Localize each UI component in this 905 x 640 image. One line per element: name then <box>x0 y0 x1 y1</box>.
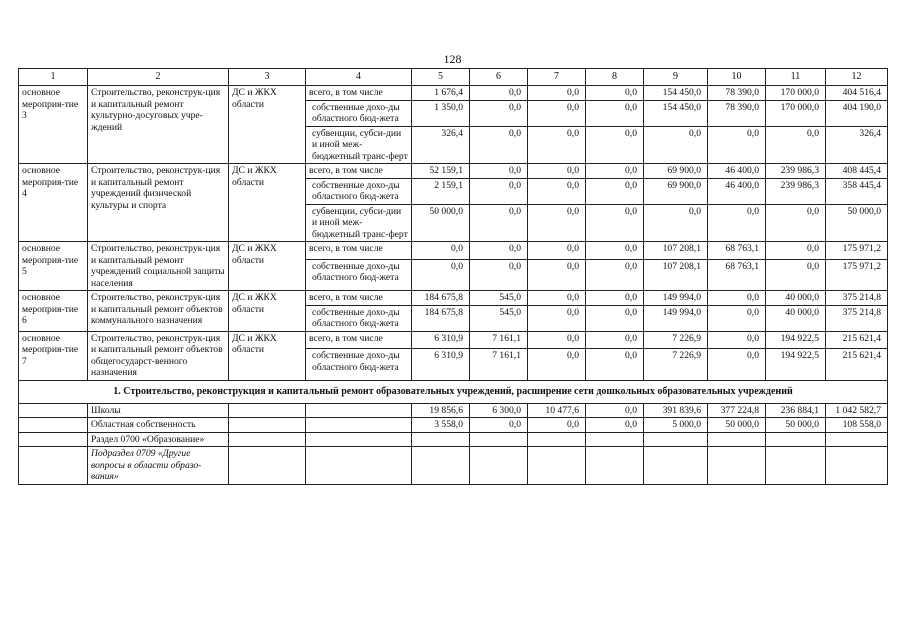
funding-source-cell: собственные дохо-ды областного бюд-жета <box>306 259 412 290</box>
column-header: 9 <box>644 69 708 86</box>
value-cell: 3 558,0 <box>412 418 470 433</box>
value-cell: 10 477,6 <box>528 403 586 418</box>
event-cell: основное мероприя-тие 7 <box>19 331 88 380</box>
value-cell: 0,0 <box>586 349 644 380</box>
value-cell <box>708 432 766 447</box>
value-cell: 184 675,8 <box>412 305 470 331</box>
value-cell: 0,0 <box>528 204 586 242</box>
value-cell: 184 675,8 <box>412 291 470 306</box>
value-cell: 239 986,3 <box>766 164 826 179</box>
value-cell: 0,0 <box>586 418 644 433</box>
value-cell: 0,0 <box>586 126 644 164</box>
empty-cell <box>19 432 88 447</box>
value-cell: 7 161,1 <box>470 349 528 380</box>
funding-source-cell: собственные дохо-ды областного бюд-жета <box>306 178 412 204</box>
executor-cell: ДС и ЖКХ области <box>229 164 306 242</box>
value-cell <box>412 432 470 447</box>
empty-cell <box>19 418 88 433</box>
value-cell: 0,0 <box>586 242 644 260</box>
empty-cell <box>306 447 412 485</box>
value-cell <box>826 447 888 485</box>
value-cell: 2 159,1 <box>412 178 470 204</box>
value-cell: 107 208,1 <box>644 242 708 260</box>
empty-cell <box>19 447 88 485</box>
executor-cell: ДС и ЖКХ области <box>229 86 306 164</box>
value-cell: 326,4 <box>826 126 888 164</box>
funding-source-cell: собственные дохо-ды областного бюд-жета <box>306 305 412 331</box>
value-cell: 149 994,0 <box>644 305 708 331</box>
value-cell: 78 390,0 <box>708 100 766 126</box>
value-cell: 7 226,9 <box>644 331 708 349</box>
value-cell: 377 224,8 <box>708 403 766 418</box>
value-cell: 0,0 <box>528 242 586 260</box>
value-cell: 404 516,4 <box>826 86 888 101</box>
value-cell: 175 971,2 <box>826 242 888 260</box>
value-cell: 7 161,1 <box>470 331 528 349</box>
empty-cell <box>306 418 412 433</box>
value-cell: 0,0 <box>528 178 586 204</box>
value-cell: 0,0 <box>528 86 586 101</box>
event-name-cell: Строительство, реконструк-ция и капитальный ремонт объектов общегосударст-венного назначения <box>88 331 229 380</box>
value-cell: 0,0 <box>644 126 708 164</box>
row-label-cell: Областная собственность <box>88 418 229 433</box>
value-cell: 69 900,0 <box>644 164 708 179</box>
empty-cell <box>19 403 88 418</box>
value-cell <box>470 447 528 485</box>
table-row <box>19 86 888 101</box>
value-cell: 375 214,8 <box>826 305 888 331</box>
event-name-cell: Строительство, реконструк-ция и капитальный ремонт учреждений социальной защиты населения <box>88 242 229 291</box>
value-cell: 52 159,1 <box>412 164 470 179</box>
value-cell: 0,0 <box>528 418 586 433</box>
executor-cell: ДС и ЖКХ области <box>229 242 306 291</box>
value-cell: 1 676,4 <box>412 86 470 101</box>
value-cell: 0,0 <box>528 291 586 306</box>
column-header: 10 <box>708 69 766 86</box>
value-cell: 0,0 <box>470 164 528 179</box>
value-cell: 40 000,0 <box>766 305 826 331</box>
event-cell: основное мероприя-тие 6 <box>19 291 88 332</box>
table-row <box>19 418 888 433</box>
empty-cell <box>229 418 306 433</box>
column-header: 12 <box>826 69 888 86</box>
event-name-cell: Строительство, реконструк-ция и капитальный ремонт объектов коммунального назначения <box>88 291 229 332</box>
value-cell: 108 558,0 <box>826 418 888 433</box>
value-cell: 215 621,4 <box>826 349 888 380</box>
value-cell: 0,0 <box>586 403 644 418</box>
value-cell: 0,0 <box>766 259 826 290</box>
value-cell: 0,0 <box>708 305 766 331</box>
value-cell: 0,0 <box>766 204 826 242</box>
row-label-cell: Школы <box>88 403 229 418</box>
value-cell: 0,0 <box>528 259 586 290</box>
value-cell: 0,0 <box>766 242 826 260</box>
value-cell: 0,0 <box>412 259 470 290</box>
value-cell: 68 763,1 <box>708 259 766 290</box>
value-cell <box>528 447 586 485</box>
executor-cell: ДС и ЖКХ области <box>229 331 306 380</box>
value-cell: 545,0 <box>470 291 528 306</box>
table-row <box>19 164 888 179</box>
value-cell <box>644 432 708 447</box>
value-cell: 154 450,0 <box>644 100 708 126</box>
value-cell: 239 986,3 <box>766 178 826 204</box>
value-cell: 6 310,9 <box>412 349 470 380</box>
value-cell: 170 000,0 <box>766 100 826 126</box>
value-cell: 50 000,0 <box>826 204 888 242</box>
value-cell: 5 000,0 <box>644 418 708 433</box>
value-cell: 0,0 <box>586 204 644 242</box>
value-cell <box>470 432 528 447</box>
value-cell <box>766 432 826 447</box>
value-cell: 19 856,6 <box>412 403 470 418</box>
value-cell: 0,0 <box>644 204 708 242</box>
page-number: 128 <box>443 52 462 66</box>
value-cell: 326,4 <box>412 126 470 164</box>
value-cell: 0,0 <box>528 349 586 380</box>
value-cell: 0,0 <box>586 86 644 101</box>
table-row <box>19 447 888 485</box>
value-cell: 0,0 <box>470 418 528 433</box>
funding-source-cell: всего, в том числе <box>306 331 412 349</box>
value-cell: 0,0 <box>528 126 586 164</box>
value-cell: 358 445,4 <box>826 178 888 204</box>
value-cell: 149 994,0 <box>644 291 708 306</box>
value-cell <box>586 432 644 447</box>
value-cell: 0,0 <box>412 242 470 260</box>
value-cell: 0,0 <box>708 291 766 306</box>
value-cell: 194 922,5 <box>766 349 826 380</box>
table-row <box>19 291 888 306</box>
value-cell: 0,0 <box>708 126 766 164</box>
funding-source-cell: всего, в том числе <box>306 242 412 260</box>
value-cell: 175 971,2 <box>826 259 888 290</box>
value-cell: 107 208,1 <box>644 259 708 290</box>
value-cell: 50 000,0 <box>766 418 826 433</box>
value-cell <box>708 447 766 485</box>
table-row <box>19 331 888 349</box>
funding-source-cell: субвенции, субси-дии и иной меж-бюджетный транс-ферт <box>306 204 412 242</box>
value-cell: 0,0 <box>586 305 644 331</box>
value-cell: 0,0 <box>586 259 644 290</box>
funding-source-cell: собственные дохо-ды областного бюд-жета <box>306 100 412 126</box>
value-cell: 0,0 <box>470 100 528 126</box>
row-label-cell: Подраздел 0709 «Другие вопросы в области образо-вания» <box>88 447 229 485</box>
value-cell: 170 000,0 <box>766 86 826 101</box>
table-row <box>19 403 888 418</box>
value-cell: 50 000,0 <box>412 204 470 242</box>
column-header: 8 <box>586 69 644 86</box>
funding-source-cell: всего, в том числе <box>306 86 412 101</box>
value-cell: 0,0 <box>470 86 528 101</box>
value-cell: 0,0 <box>708 331 766 349</box>
value-cell: 0,0 <box>586 331 644 349</box>
value-cell: 194 922,5 <box>766 331 826 349</box>
value-cell: 78 390,0 <box>708 86 766 101</box>
value-cell: 215 621,4 <box>826 331 888 349</box>
value-cell <box>528 432 586 447</box>
value-cell: 1 042 582,7 <box>826 403 888 418</box>
value-cell: 0,0 <box>708 204 766 242</box>
value-cell: 46 400,0 <box>708 164 766 179</box>
value-cell: 0,0 <box>528 164 586 179</box>
column-header: 6 <box>470 69 528 86</box>
column-header: 11 <box>766 69 826 86</box>
column-header: 2 <box>88 69 229 86</box>
value-cell: 0,0 <box>470 259 528 290</box>
value-cell: 0,0 <box>708 349 766 380</box>
value-cell: 0,0 <box>586 100 644 126</box>
value-cell: 545,0 <box>470 305 528 331</box>
funding-source-cell: собственные дохо-ды областного бюд-жета <box>306 349 412 380</box>
funding-source-cell: всего, в том числе <box>306 164 412 179</box>
value-cell: 46 400,0 <box>708 178 766 204</box>
value-cell: 236 884,1 <box>766 403 826 418</box>
value-cell: 40 000,0 <box>766 291 826 306</box>
funding-source-cell: субвенции, субси-дии и иной меж-бюджетный транс-ферт <box>306 126 412 164</box>
column-header: 7 <box>528 69 586 86</box>
event-name-cell: Строительство, реконструк-ция и капитальный ремонт учреждений физической культуры и спорта <box>88 164 229 242</box>
value-cell: 50 000,0 <box>708 418 766 433</box>
value-cell: 404 190,0 <box>826 100 888 126</box>
empty-cell <box>229 432 306 447</box>
table-row <box>19 242 888 260</box>
empty-cell <box>306 403 412 418</box>
value-cell: 0,0 <box>470 126 528 164</box>
column-header: 3 <box>229 69 306 86</box>
value-cell <box>586 447 644 485</box>
table-row <box>19 432 888 447</box>
value-cell: 68 763,1 <box>708 242 766 260</box>
value-cell: 0,0 <box>470 242 528 260</box>
value-cell: 154 450,0 <box>644 86 708 101</box>
value-cell <box>766 447 826 485</box>
column-header: 1 <box>19 69 88 86</box>
value-cell: 0,0 <box>528 100 586 126</box>
value-cell: 375 214,8 <box>826 291 888 306</box>
row-label-cell: Раздел 0700 «Образование» <box>88 432 229 447</box>
column-header: 5 <box>412 69 470 86</box>
value-cell: 69 900,0 <box>644 178 708 204</box>
empty-cell <box>306 432 412 447</box>
value-cell: 0,0 <box>586 164 644 179</box>
column-header: 4 <box>306 69 412 86</box>
value-cell: 1 350,0 <box>412 100 470 126</box>
value-cell <box>826 432 888 447</box>
value-cell <box>412 447 470 485</box>
event-cell: основное мероприя-тие 5 <box>19 242 88 291</box>
event-cell: основное мероприя-тие 3 <box>19 86 88 164</box>
value-cell: 6 300,0 <box>470 403 528 418</box>
value-cell: 408 445,4 <box>826 164 888 179</box>
budget-table <box>18 68 888 485</box>
funding-source-cell: всего, в том числе <box>306 291 412 306</box>
empty-cell <box>229 447 306 485</box>
value-cell: 0,0 <box>528 305 586 331</box>
value-cell: 0,0 <box>470 204 528 242</box>
value-cell: 7 226,9 <box>644 349 708 380</box>
executor-cell: ДС и ЖКХ области <box>229 291 306 332</box>
event-cell: основное мероприя-тие 4 <box>19 164 88 242</box>
empty-cell <box>229 403 306 418</box>
header-row <box>19 69 888 86</box>
value-cell: 0,0 <box>586 291 644 306</box>
value-cell: 0,0 <box>470 178 528 204</box>
value-cell: 0,0 <box>766 126 826 164</box>
section-title: 1. Строительство, реконструкция и капитальный ремонт образовательных учреждений, расширение сети дошкольных образовательных учреждений <box>19 380 888 403</box>
value-cell: 0,0 <box>586 178 644 204</box>
value-cell: 391 839,6 <box>644 403 708 418</box>
event-name-cell: Строительство, реконструк-ция и капитальный ремонт культурно-досуговых учре-ждений <box>88 86 229 164</box>
section-row <box>19 380 888 403</box>
value-cell: 6 310,9 <box>412 331 470 349</box>
value-cell <box>644 447 708 485</box>
value-cell: 0,0 <box>528 331 586 349</box>
